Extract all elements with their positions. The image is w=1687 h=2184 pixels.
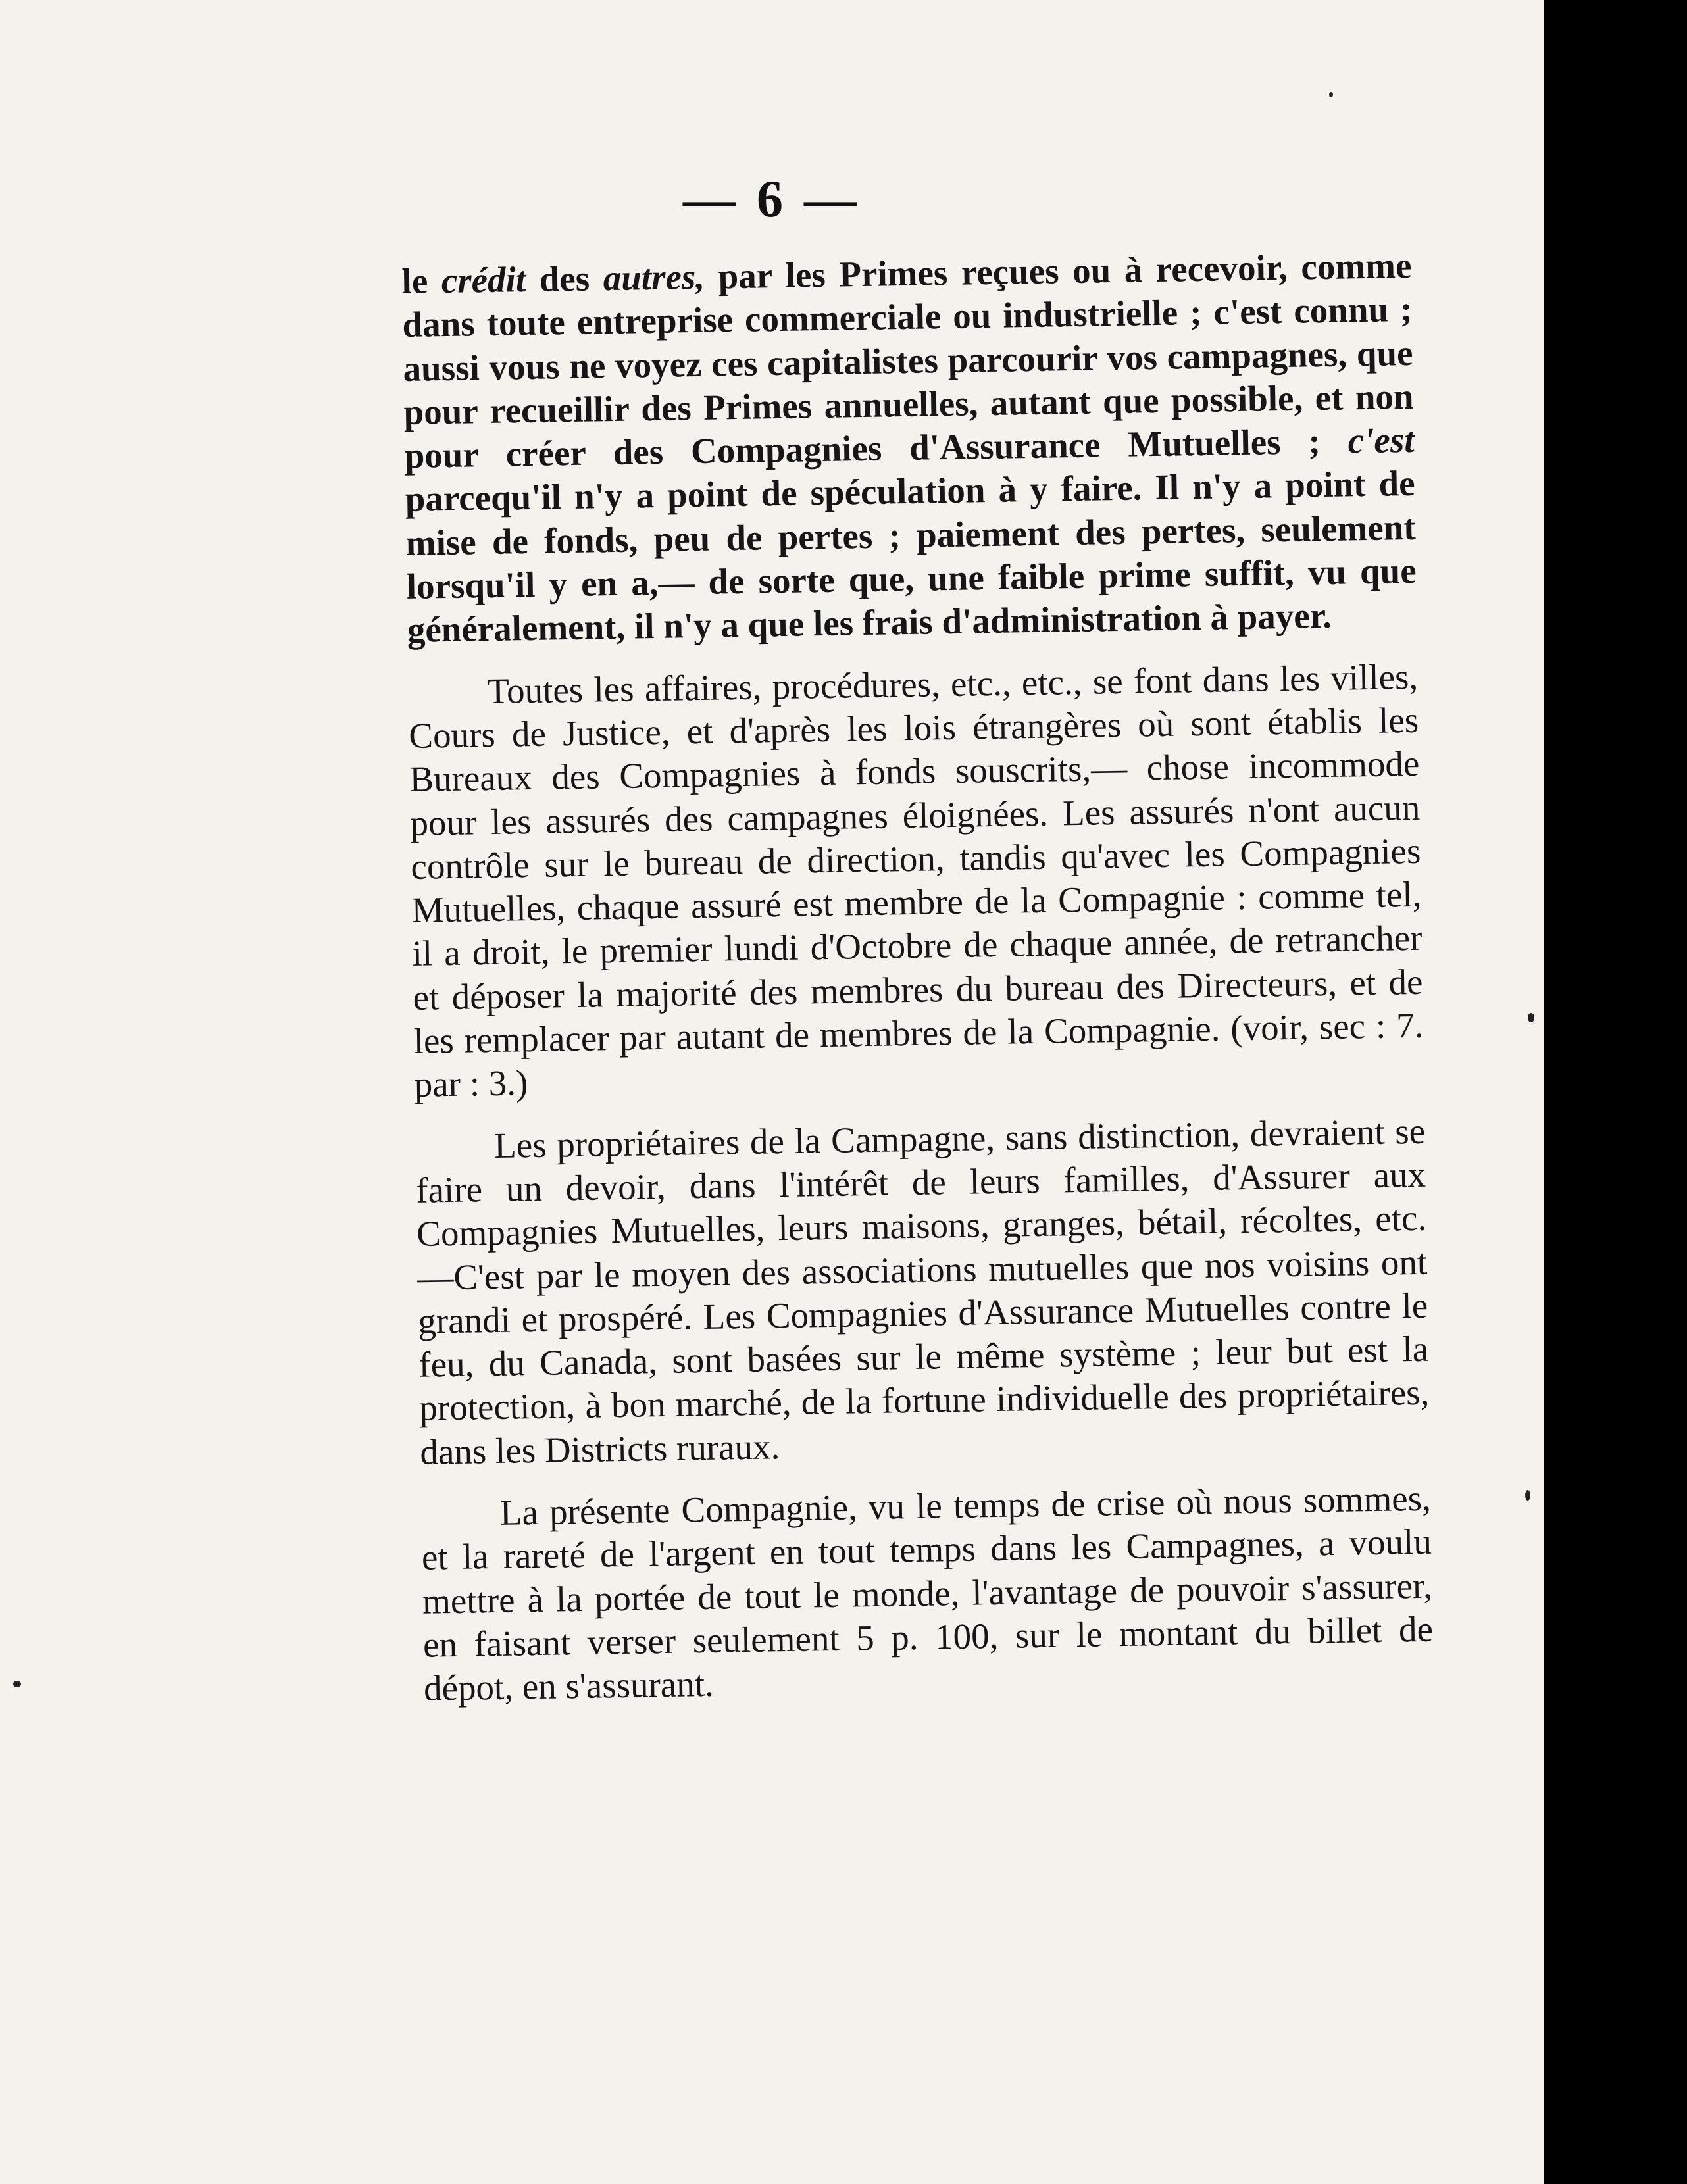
paragraph-1-italic-cest: c'est [1347,420,1415,461]
paragraph-1-part-a: le [401,261,442,301]
paragraph-1-part-b: des [525,258,604,300]
paragraph-2: Toutes les affaires, procédures, etc., etc., se font dans les villes, Cours de Justice, et d'après les lois étrangères où sont établis les Bureaux des Compagnies à fonds souscrits,— chose incommode pour les assurés des campagnes éloignées. Les assurés n'ont aucun contrôle sur le bureau de direction, tandis qu'avec les Compagnies Mutuelles, chaque assuré est membre de la Compagnie : comme tel, il a droit, le premier lundi d'Octobre de chaque année, de retrancher et déposer la majorité des membres du bureau des Directeurs, et de les remplacer par autant de membres de la Compagnie. (voir, sec : 7. par : 3.) [408,656,1424,1105]
paragraph-4: La présente Compagnie, vu le temps de crise où nous sommes, et la rareté de l'argent en tout temps dans les Campagnes, a voulu mettre à la portée de tout le monde, l'avantage de pouvoir s'assurer, en faisant verser seulement 5 p. 100, sur le montant du billet de dépot, en s'assurant. [421,1477,1434,1708]
paragraph-1-part-c: par les Primes reçues ou à recevoir, comme dans toute entreprise commerciale ou industrielle ; c'est connu ; aussi vous ne voyez ces capitalistes parcourir vos campagnes, que pour recueillir des Primes annuelles, autant que possible, et non pour créer des Compagnies d'Assurance Mutuelles ; [402,245,1414,476]
body-text [401,244,1434,1710]
paragraph-1-italic-autres: autres, [603,256,705,299]
paragraph-3: Les propriétaires de la Campagne, sans distinction, devraient se faire un devoir, dans l'intérêt de leurs familles, d'Assurer aux Compagnies Mutuelles, leurs maisons, granges, bétail, récoltes, etc.—C'est par le moyen des associations mutuelles que nos voisins ont grandi et prospéré. Les Compagnies d'Assurance Mutuelles contre le feu, du Canada, sont basées sur le même système ; leur but est la protection, à bon marché, de la fortune individuelle des propriétaires, dans les Districts ruraux. [415,1110,1430,1472]
paragraph-1 [401,244,1417,653]
scan-speck [1525,1490,1530,1501]
scan-border [1544,0,1687,2184]
scan-speck [1329,92,1333,97]
paragraph-1-part-d: parcequ'il n'y a point de spéculation à y faire. Il n'y a point de mise de fonds, peu de pertes ; paiement des pertes, seulement lorsqu'il y en a,— de sorte que, une faible prime suffit, vu que généralement, il n'y a que les frais d'administration à payer. [405,463,1417,651]
page-number: — 6 — [683,170,861,228]
paragraph-1-italic-credit: crédit [441,259,526,301]
scan-speck [1528,1013,1534,1022]
scan-speck [13,1681,21,1687]
